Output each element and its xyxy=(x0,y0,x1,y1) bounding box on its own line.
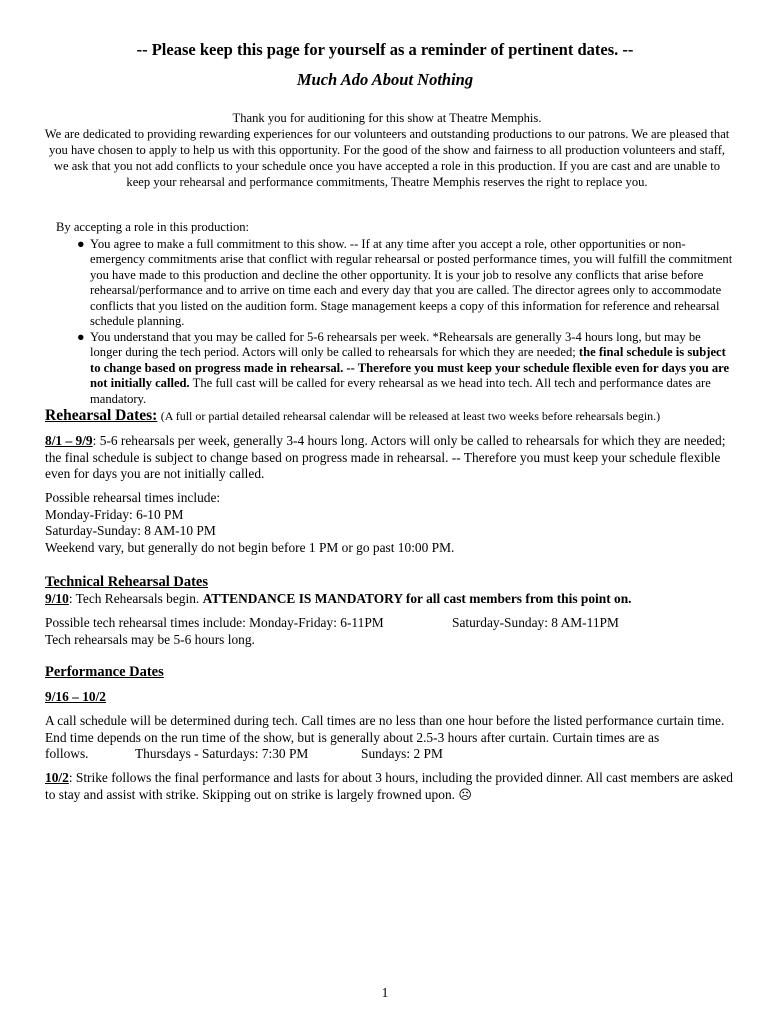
rehearsal-times-lead: Possible rehearsal times include: xyxy=(45,490,221,505)
performance-range-line xyxy=(45,689,735,706)
technical-times-block xyxy=(45,615,735,648)
strike-text: : Strike follows the final performance and lasts for about 3 hours, including the provided dinner. All cast members are asked to stay and assist with strike. Skipping out on strike is largely frowned upon. xyxy=(45,770,733,802)
bullet-icon: ● xyxy=(77,329,85,344)
rehearsal-range-paragraph xyxy=(45,433,735,483)
strike-date: 10/2 xyxy=(45,770,69,785)
intro-block xyxy=(44,110,730,190)
performance-block xyxy=(45,664,735,681)
bullet-icon: ● xyxy=(77,236,85,251)
performance-text: A call schedule will be determined during tech. Call times are no less than one hour before the listed performance curtain time. End time depends on the run time of the show, but is generally about 2.5-3 hours after curtain. Curtain times are as xyxy=(45,713,725,745)
commitment-text-end: The full cast will be called for every rehearsal as we head into tech. All tech and performance dates are mandatory. xyxy=(90,376,711,406)
technical-date-line xyxy=(45,591,735,608)
technical-block xyxy=(45,574,735,607)
performance-thursday: Thursdays - Saturdays: 7:30 PM xyxy=(135,746,309,761)
show-title: Much Ado About Nothing xyxy=(296,70,474,89)
technical-text: : Tech Rehearsals begin. xyxy=(68,590,203,606)
rehearsal-title: Rehearsal Dates: xyxy=(45,407,158,424)
commitment-bold-text: the final schedule is subject to change based on progress made in rehearsal. -- Therefore you must keep your schedule flexible even for days you are not initially called. xyxy=(90,345,730,390)
accepting-block xyxy=(56,220,736,407)
performance-range: 9/16 – 10/2 xyxy=(45,689,107,704)
commitment-list xyxy=(56,237,736,408)
technical-mandatory: ATTENDANCE IS MANDATORY for all cast members from this point on. xyxy=(202,590,632,606)
commitment-text: You understand that you may be called for 5-6 rehearsals per week. *Rehearsals are generally 3-4 hours long, but may be longer during the tech period. Actors will only be called to rehearsals for which they are needed; xyxy=(90,329,701,359)
rehearsal-weekday: Monday-Friday: 6-10 PM xyxy=(45,506,184,522)
technical-title: Technical Rehearsal Dates xyxy=(45,574,208,590)
rehearsal-range-text: : 5-6 rehearsals per week, generally 3-4 hours long. Actors will only be called to rehearsals for which they are needed; the final schedule is subject to change based on progress made in rehearsal. -- Therefore you must keep your schedule flexible even for days you are not initially called. xyxy=(45,433,726,481)
commitment-item xyxy=(77,236,736,330)
technical-length: Tech rehearsals may be 5-6 hours long. xyxy=(45,631,255,647)
strike-paragraph xyxy=(45,770,735,804)
technical-times-weekday: Possible tech rehearsal times include: Monday-Friday: 6-11PM xyxy=(45,615,384,630)
technical-date: 9/10 xyxy=(45,590,69,606)
technical-times-weekend: Saturday-Sunday: 8 AM-11PM xyxy=(452,615,619,630)
rehearsal-heading-line xyxy=(45,408,735,425)
performance-follows: follows. xyxy=(45,746,89,761)
rehearsal-times-block xyxy=(45,490,735,556)
performance-title: Performance Dates xyxy=(45,664,164,680)
frown-icon: ☹ xyxy=(458,787,472,803)
technical-times-line xyxy=(45,615,735,632)
reminder-heading: -- Please keep this page for yourself as a reminder of pertinent dates. -- xyxy=(136,40,634,59)
accepting-lead: By accepting a role in this production: xyxy=(56,220,250,234)
intro-thanks: Thank you for auditioning for this show at Theatre Memphis. xyxy=(232,111,542,125)
rehearsal-range: 8/1 – 9/9 xyxy=(45,433,93,448)
commitment-item xyxy=(77,329,736,408)
intro-paragraph: We are dedicated to providing rewarding experiences for our volunteers and outstanding productions to our patrons. We are pleased that you have chosen to apply to help us with this opportunity. For the good of the show and fairness to all production volunteers and staff, we ask that you not add conflicts to your schedule once you have accepted a role in this production. If you are cast and are unable to keep your rehearsal and performance commitments, Theatre Memphis reserves the right to replace you. xyxy=(44,127,730,189)
commitment-text: You agree to make a full commitment to this show. -- If at any time after you accept a role, other opportunities or non-emergency commitments arise that conflict with regular rehearsal or posted performance times, you will fulfill the commitment you have made to this production and decline the other opportunity. It is your job to resolve any conflicts that arise before rehearsal/performance and to arrive on time each and every day that you are called. The director agrees only to accommodate conflicts that you listed on the audition form. Stage management keeps a copy of this information for reference and rehearsal schedule planning. xyxy=(90,236,733,328)
rehearsal-weekend-note: Weekend vary, but generally do not begin before 1 PM or go past 10:00 PM. xyxy=(45,539,455,555)
performance-sunday: Sundays: 2 PM xyxy=(361,746,443,761)
rehearsal-note: (A full or partial detailed rehearsal calendar will be released at least two weeks before rehearsals begin.) xyxy=(160,409,661,423)
rehearsal-weekend: Saturday-Sunday: 8 AM-10 PM xyxy=(45,523,216,538)
page-number: 1 xyxy=(381,985,389,1000)
performance-paragraph xyxy=(45,713,735,763)
